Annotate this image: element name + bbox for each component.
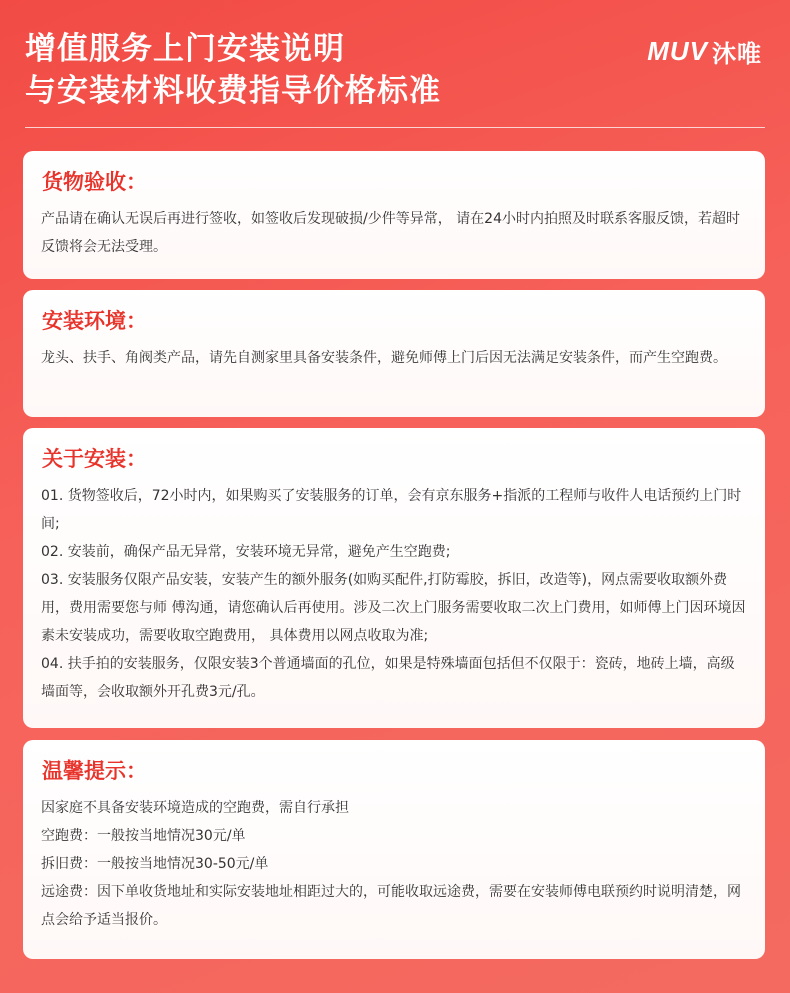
tip-line-3: 拆旧费：一般按当地情况30-50元/单 bbox=[41, 856, 269, 872]
tip-line-2: 空跑费：一般按当地情况30元/单 bbox=[41, 828, 246, 844]
card-body bbox=[40, 344, 748, 372]
page-header bbox=[0, 0, 790, 128]
card-text: 龙头、扶手、角阀类产品，请先自测家里具备安装条件，避免师傅上门后因无法满足安装条件，而产生空跑费。 bbox=[41, 350, 727, 366]
card-body bbox=[40, 205, 748, 261]
card-heading: 货物验收： bbox=[42, 170, 147, 194]
tip-line-1: 因家庭不具备安装环境造成的空跑费，需自行承担 bbox=[41, 800, 349, 816]
card-heading: 温馨提示： bbox=[42, 759, 147, 783]
card-install-environment bbox=[23, 290, 765, 417]
card-item-1: 01. 货物签收后，72小时内，如果购买了安装服务的订单，会有京东服务+指派的工程师与收件人电话预约上门时间; bbox=[41, 488, 742, 532]
title-line-1: 增值服务上门安装说明 bbox=[25, 31, 345, 67]
card-text: 产品请在确认无误后再进行签收，如签收后发现破损/少件等异常， 请在24小时内拍照及时联系客服反馈，若超时反馈将会无法受理。 bbox=[41, 211, 740, 255]
brand-name: 沐唯 bbox=[712, 40, 762, 68]
card-heading: 安装环境： bbox=[42, 309, 147, 333]
card-body bbox=[40, 794, 748, 934]
card-tips bbox=[23, 740, 765, 959]
brand-mark: MUV bbox=[647, 36, 708, 66]
card-item-2: 02. 安装前，确保产品无异常，安装环境无异常，避免产生空跑费; bbox=[41, 544, 451, 560]
brand-logo bbox=[647, 34, 762, 69]
page-title bbox=[25, 28, 441, 112]
card-heading: 关于安装： bbox=[42, 447, 147, 471]
title-line-2: 与安装材料收费指导价格标准 bbox=[25, 73, 441, 109]
card-item-4: 04. 扶手拍的安装服务，仅限安装3个普通墙面的孔位，如果是特殊墙面包括但不仅限于：瓷砖，地砖上墙，高级墙面等，会收取额外开孔费3元/孔。 bbox=[41, 656, 735, 700]
card-item-3: 03. 安装服务仅限产品安装，安装产生的额外服务(如购买配件,打防霉胶，拆旧，改造等)，网点需要收取额外费用，费用需要您与师 傅沟通，请您确认后再使用。涉及二次上门服务需要收取二次上门费用，如师傅上门因环境因素未安装成功，需要收取空跑费用， 具体费用以网点收取为准; bbox=[41, 572, 746, 644]
card-goods-inspection bbox=[23, 151, 765, 279]
tip-line-4: 远途费：因下单收货地址和实际安装地址相距过大的，可能收取远途费，需要在安装师傅电联预约时说明清楚，网点会给予适当报价。 bbox=[41, 884, 741, 928]
card-about-installation bbox=[23, 428, 765, 728]
header-divider bbox=[25, 127, 765, 128]
card-body bbox=[40, 482, 748, 706]
